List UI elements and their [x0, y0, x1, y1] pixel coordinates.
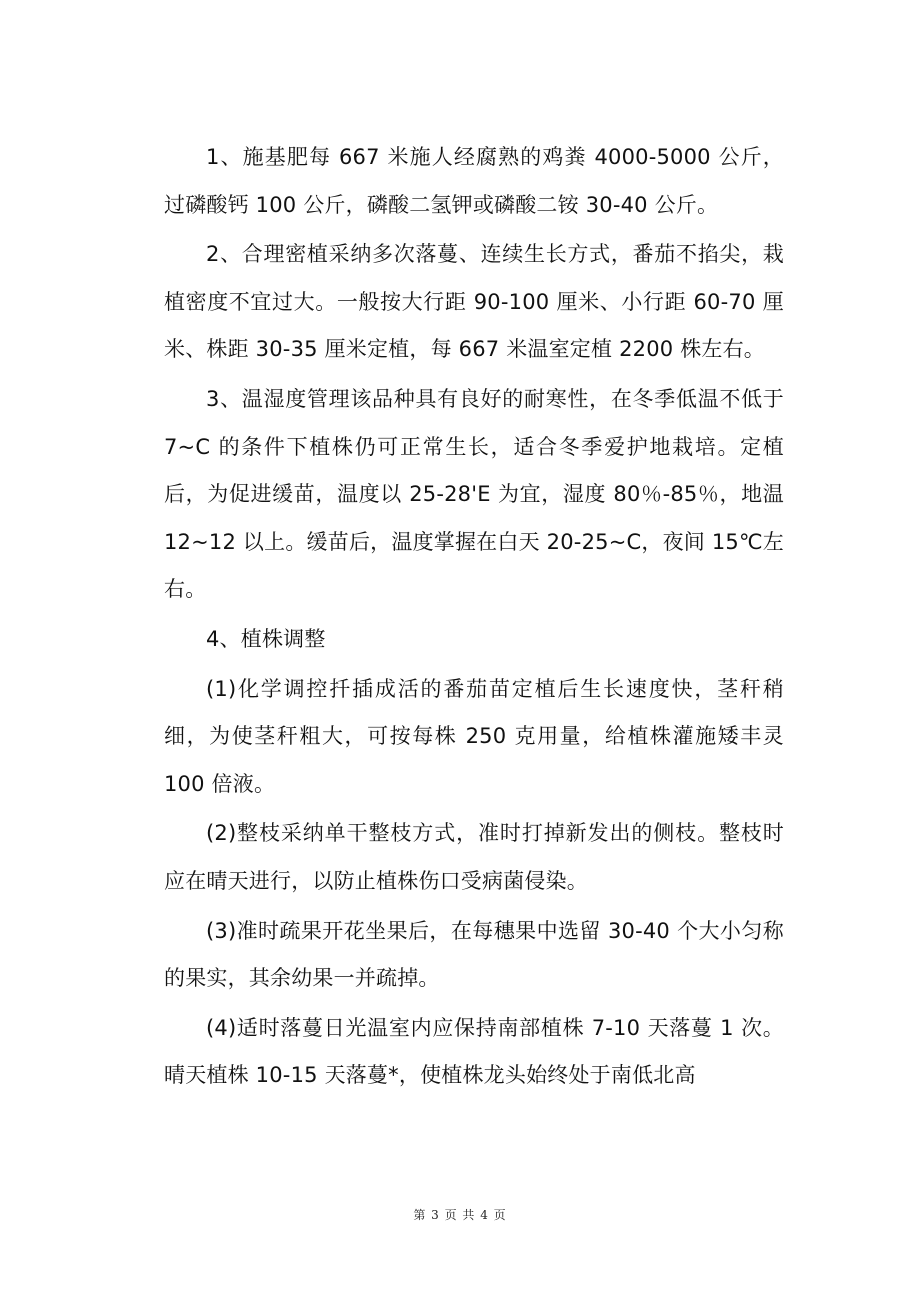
paragraph-pruning: (2)整枝采纳单干整枝方式，准时打掉新发出的侧枝。整枝时应在晴天进行，以防止植株伤口受病菌侵染。 — [164, 821, 784, 893]
paragraph-basal-fertilizer: 1、施基肥每 667 米施人经腐熟的鸡粪 4000-5000 公斤，过磷酸钙 100 公斤，磷酸二氢钾或磷酸二铵 30-40 公斤。 — [164, 145, 784, 217]
paragraph-chemical-control: (1)化学调控扦插成活的番茄苗定植后生长速度快，茎秆稍细，为使茎秆粗大，可按每株 250 克用量，给植株灌施矮丰灵 100 倍液。 — [164, 676, 784, 796]
paragraph-fruit-thinning: (3)准时疏果开花坐果后，在每穗果中选留 30-40 个大小匀称的果实，其余幼果一并疏掉。 — [164, 918, 784, 991]
paragraph-dense-planting: 2、合理密植采纳多次落蔓、连续生长方式，番茄不掐尖，栽植密度不宜过大。一般按大行距 90-100 厘米、小行距 60-70 厘米、株距 30-35 厘米定植，每 667 米温室定植 2200 株左右。 — [164, 242, 784, 362]
page-number-footer: 第 3 页 共 4 页 — [413, 1208, 507, 1222]
document-body — [164, 134, 784, 1102]
paragraph-plant-adjustment-heading: 4、植株调整 — [206, 626, 326, 651]
paragraph-vine-lowering: (4)适时落蔓日光温室内应保持南部植株 7-10 天落蔓 1 次。晴天植株 10-15 天落蔓*，使植株龙头始终处于南低北高 — [164, 1015, 784, 1088]
paragraph-temperature-humidity: 3、温湿度管理该品种具有良好的耐寒性，在冬季低温不低于 7~C 的条件下植株仍可正常生长，适合冬季爱护地栽培。定植后，为促进缓苗，温度以 25-28'E 为宜，湿度 80％-85％，地温 12~12 以上。缓苗后，温度掌握在白天 20-25~C，夜间 15℃左右。 — [164, 386, 784, 602]
